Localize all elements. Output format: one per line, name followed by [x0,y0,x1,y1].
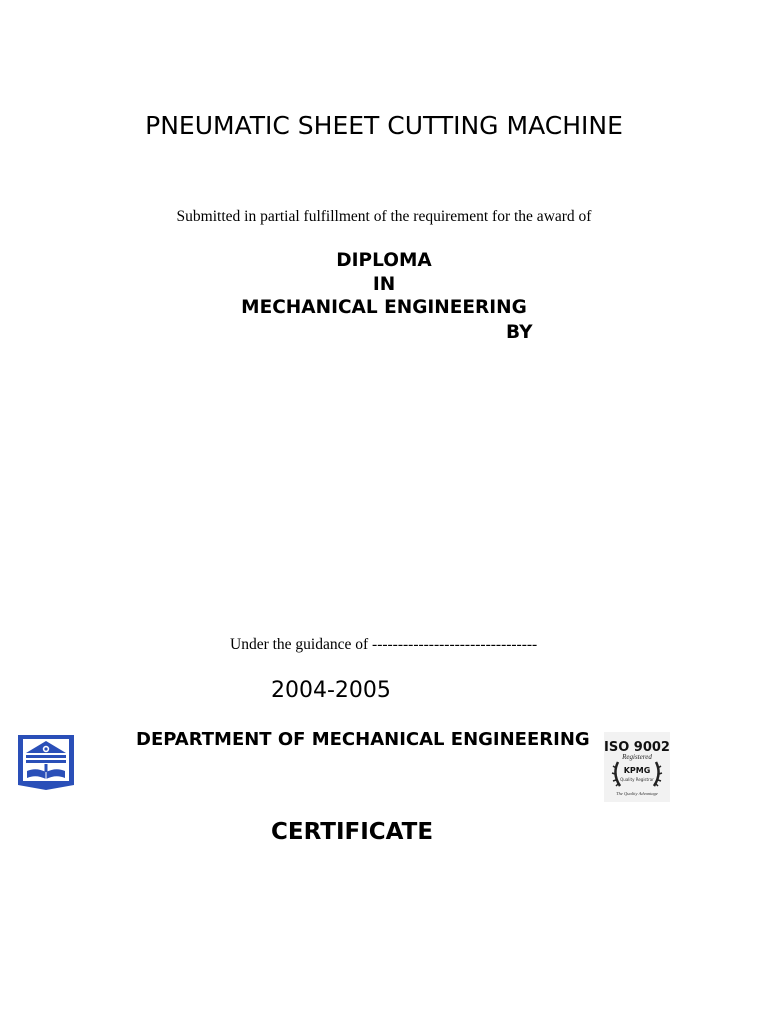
degree-line-in: IN [372,274,396,295]
document-title: PNEUMATIC SHEET CUTTING MACHINE [145,111,623,140]
institute-emblem-icon [16,733,76,791]
institute-emblem-graphic [16,733,76,791]
iso-seal-graphic [604,732,670,802]
iso-seal-text-2: Registered [622,753,652,761]
emblem-band-1 [26,755,66,758]
emblem-torch [45,764,48,772]
academic-year: 2004-2005 [271,678,391,703]
by-label: BY [506,322,533,343]
emblem-base [18,785,74,790]
degree-line-discipline: MECHANICAL ENGINEERING [241,297,527,318]
degree-line-diploma: DIPLOMA [336,250,432,271]
iso-seal-text-5: The Quality Advantage [616,791,658,796]
certificate-heading: CERTIFICATE [271,819,434,845]
iso-certification-seal-icon [604,732,670,802]
guidance-line: Under the guidance of -------------------------------- [230,636,538,653]
iso-seal-text-3: KPMG [623,766,651,775]
submission-statement: Submitted in partial fulfillment of the requirement for the award of [176,208,592,225]
emblem-band-2 [26,760,66,763]
emblem-roof-medallion-core [44,747,47,750]
iso-seal-text-4: Quality Registrar [620,777,654,782]
iso-seal-text-1: ISO 9002 [604,740,670,755]
department-name: DEPARTMENT OF MECHANICAL ENGINEERING [136,729,590,750]
